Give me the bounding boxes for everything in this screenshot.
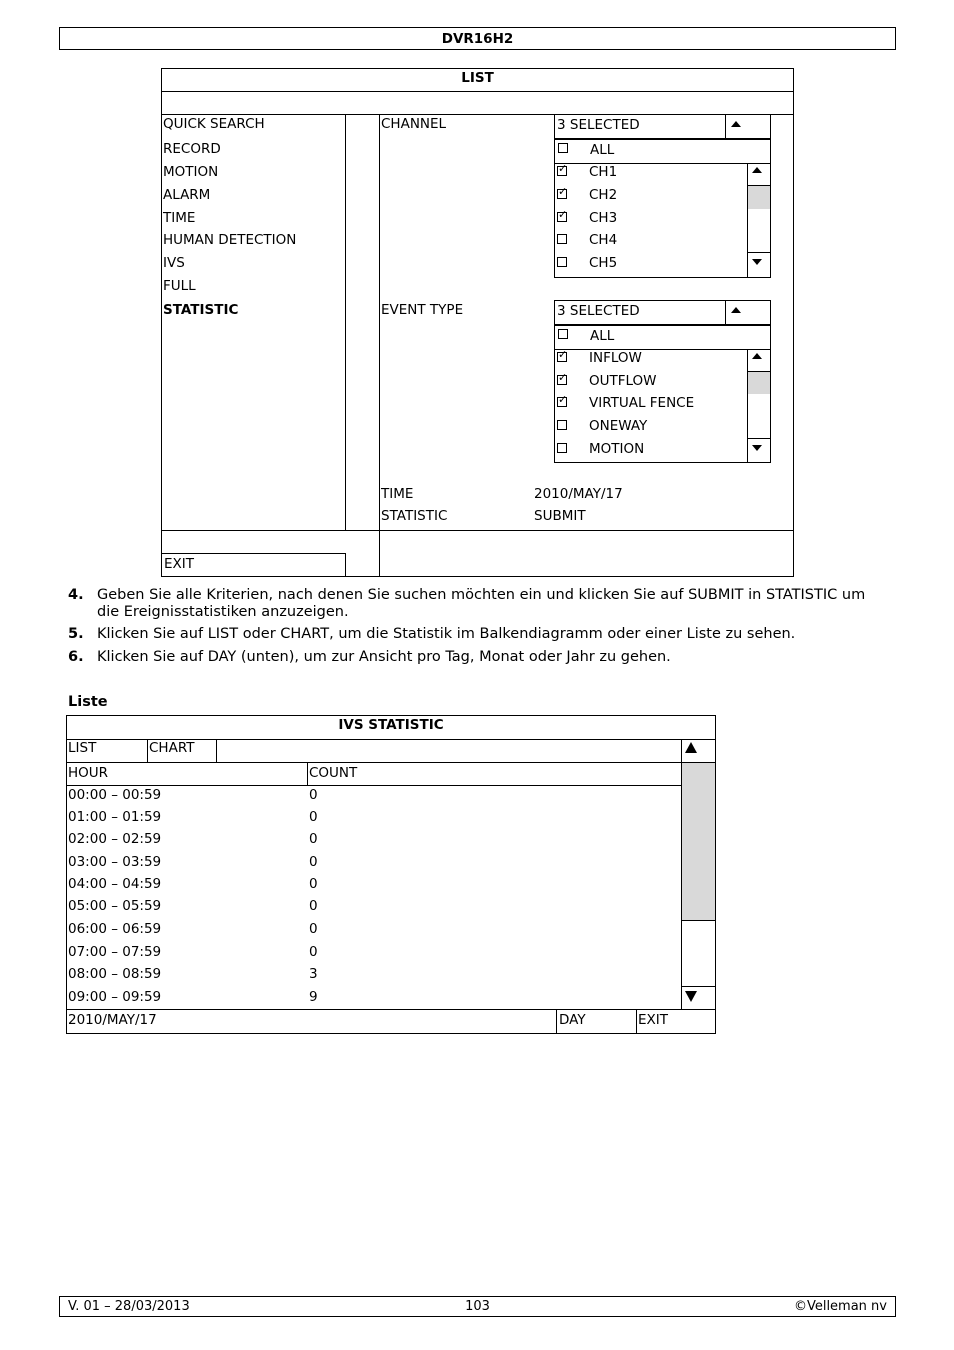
count-cell: 0 [309,944,318,960]
hour-cell: 06:00 – 06:59 [68,921,162,937]
table-row [66,989,681,1009]
scroll-up-icon[interactable] [685,742,697,753]
option-label: VIRTUAL FENCE [589,395,695,411]
menu-item[interactable]: MOTION [163,164,219,180]
list-option[interactable] [555,440,746,462]
divider [725,301,726,324]
list-option[interactable] [555,186,746,208]
scroll-up-icon[interactable] [752,167,762,173]
divider [725,115,726,138]
checkbox[interactable] [557,397,567,407]
hour-cell: 02:00 – 02:59 [68,831,162,847]
date-value: 2010/MAY/17 [68,1012,157,1028]
day-button[interactable]: DAY [556,1009,637,1034]
hour-cell: 04:00 – 04:59 [68,876,162,892]
channel-all-option[interactable]: ALL [554,139,771,164]
step-number: 5. [68,626,84,642]
option-label: INFLOW [589,350,642,366]
step-text: Klicken Sie auf DAY (unten), um zur Ansicht pro Tag, Monat oder Jahr zu gehen. [97,649,671,665]
menu-item[interactable]: HUMAN DETECTION [163,232,297,248]
hour-cell: 07:00 – 07:59 [68,944,162,960]
scrollbar[interactable] [747,163,748,278]
option-label: CH3 [589,210,618,226]
scroll-up-icon[interactable] [752,353,762,359]
scroll-down-icon[interactable] [752,445,762,451]
tab-list[interactable]: LIST [66,739,148,763]
menu-item[interactable]: ALARM [163,187,211,203]
count-cell: 0 [309,876,318,892]
hour-cell: 09:00 – 09:59 [68,989,162,1005]
table-row [66,787,681,807]
ivs-title: IVS STATISTIC [338,717,444,733]
hour-cell: 01:00 – 01:59 [68,809,162,825]
count-cell: 0 [309,898,318,914]
time-label: TIME [381,486,414,502]
page-footer [59,1296,896,1317]
step-line: die Ereignisstatistiken anzuzeigen. [97,604,349,620]
checkbox[interactable] [558,329,568,339]
list-dialog-title: LIST [461,70,494,86]
hour-cell: 00:00 – 00:59 [68,787,162,803]
table-row [66,921,681,941]
divider [307,762,308,786]
divider [379,114,380,577]
table-row [66,944,681,964]
ivs-exit-button[interactable]: EXIT [638,1012,669,1028]
table-row [66,966,681,986]
divider [682,920,716,921]
scrollbar[interactable] [747,349,748,463]
page-header [59,27,896,50]
checkbox[interactable] [557,234,567,244]
section-title: Liste [68,694,108,710]
step-line: Geben Sie alle Kriterien, nach denen Sie suchen möchten ein und klicken Sie auf SUBMIT in STATISTIC um [97,587,866,603]
count-cell: 0 [309,921,318,937]
tab-chart[interactable]: CHART [148,739,217,763]
event-type-selected-value: 3 SELECTED [557,303,640,319]
menu-item[interactable]: TIME [163,210,196,226]
hour-cell: 03:00 – 03:59 [68,854,162,870]
scroll-down-icon[interactable] [685,991,697,1002]
channel-select[interactable] [554,114,771,139]
checkbox[interactable] [557,166,567,176]
divider [66,785,682,786]
count-cell: 0 [309,787,318,803]
statistic-label: STATISTIC [381,508,448,524]
option-label: CH1 [589,164,618,180]
divider [747,438,771,439]
select-collapse-icon[interactable] [731,307,741,313]
menu-item[interactable]: STATISTIC [163,302,239,318]
list-option[interactable] [555,417,746,439]
event-type-all-option[interactable]: ALL [554,325,771,350]
document-title: DVR16H2 [441,31,514,47]
list-option[interactable] [555,394,746,416]
step-text [97,587,887,621]
checkbox[interactable] [557,443,567,453]
hour-cell: 08:00 – 08:59 [68,966,162,982]
list-option[interactable] [555,163,746,185]
list-option[interactable] [555,349,746,371]
count-cell: 0 [309,854,318,870]
column-header-count: COUNT [309,765,358,781]
scroll-thumb[interactable] [748,186,770,209]
time-value[interactable]: 2010/MAY/17 [534,486,623,502]
page-number: 103 [465,1299,490,1314]
divider [345,114,346,531]
menu-item[interactable]: QUICK SEARCH [163,116,265,132]
count-cell: 3 [309,966,318,982]
option-label: OUTFLOW [589,373,657,389]
option-label: MOTION [589,441,645,457]
checkbox[interactable] [557,375,567,385]
checkbox[interactable] [558,143,568,153]
scroll-thumb[interactable] [748,372,770,394]
count-cell: 0 [309,831,318,847]
step-text: Klicken Sie auf LIST oder CHART, um die Statistik im Balkendiagramm oder einer Liste zu sehen. [97,626,796,642]
event-type-label: EVENT TYPE [381,302,464,318]
list-option[interactable] [555,372,746,394]
option-label: CH5 [589,255,618,271]
scroll-thumb[interactable] [682,763,715,920]
count-cell: 0 [309,809,318,825]
table-row [66,809,681,829]
hour-cell: 05:00 – 05:59 [68,898,162,914]
event-type-select[interactable] [554,300,771,325]
checkbox[interactable] [557,212,567,222]
divider [682,986,716,987]
copyright-text: ©Velleman nv [793,1299,887,1314]
submit-button[interactable]: SUBMIT [534,508,586,524]
divider [161,91,794,92]
channel-selected-value: 3 SELECTED [557,117,640,133]
table-row [66,898,681,918]
divider [161,530,794,531]
table-row [66,876,681,896]
menu-item[interactable]: FULL [163,278,196,294]
count-cell: 9 [309,989,318,1005]
list-option[interactable] [555,209,746,231]
divider [747,252,771,253]
option-label: CH2 [589,187,618,203]
checkbox[interactable] [557,257,567,267]
list-option[interactable] [555,254,746,276]
option-label: ONEWAY [589,418,648,434]
step-number: 6. [68,649,84,665]
channel-label: CHANNEL [381,116,447,132]
checkbox[interactable] [557,189,567,199]
menu-item[interactable]: IVS [163,255,185,271]
exit-button[interactable]: EXIT [161,553,346,577]
scroll-down-icon[interactable] [752,259,762,265]
table-row [66,854,681,874]
version-text: V. 01 – 28/03/2013 [68,1299,190,1314]
step-number: 4. [68,587,84,603]
checkbox[interactable] [557,420,567,430]
option-label: CH4 [589,232,618,248]
table-row [66,831,681,851]
select-collapse-icon[interactable] [731,121,741,127]
menu-item[interactable]: RECORD [163,141,221,157]
column-header-hour: HOUR [68,765,109,781]
list-option[interactable] [555,231,746,253]
checkbox[interactable] [557,352,567,362]
